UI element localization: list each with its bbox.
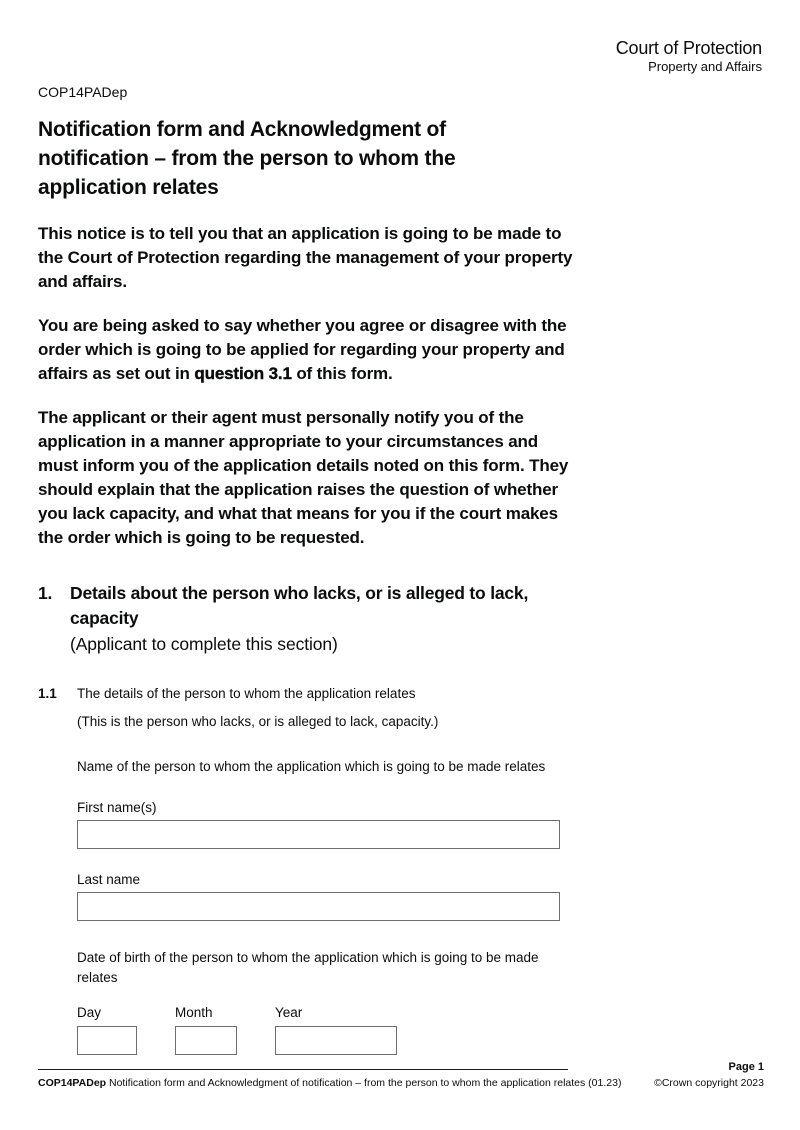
question-1-1-note: (This is the person who lacks, or is alleged to lack, capacity.) (77, 714, 439, 729)
page-footer (38, 1058, 764, 1090)
section-1-number: 1. (38, 583, 53, 603)
dob-intro-label: Date of birth of the person to whom the application which is going to be made relates (77, 950, 539, 985)
property-and-affairs-label: Property and Affairs (648, 59, 762, 74)
section-1-subheading: (Applicant to complete this section) (70, 634, 338, 654)
month-input[interactable] (175, 1026, 237, 1055)
intro-paragraph-2-before: You are being asked to say whether you agree or disagree with the order which is going to be applied for regarding your property and affairs as set out in (38, 316, 567, 383)
question-1-1-text: The details of the person to whom the application relates (77, 686, 416, 701)
first-name-label: First name(s) (77, 800, 157, 815)
question-1-1-block (38, 686, 762, 1055)
year-input[interactable] (275, 1026, 397, 1055)
month-label: Month (175, 1005, 213, 1020)
form-code: COP14PADep (38, 84, 128, 100)
copyright-notice: ©Crown copyright 2023 (654, 1077, 764, 1089)
footer-description-text: Notification form and Acknowledgment of notification – from the person to whom the application relates (01.23) (106, 1077, 622, 1089)
footer-rule (38, 1069, 568, 1070)
intro-section (38, 222, 762, 550)
question-3-1-reference: question 3.1 (194, 364, 292, 383)
year-label: Year (275, 1005, 303, 1020)
intro-paragraph-2 (38, 314, 578, 386)
intro-paragraph-3: The applicant or their agent must personally notify you of the application in a manner appropriate to your circumstances and must inform you of the application details noted on this form. They should explain that the application raises the question of whether you lack capacity, and what that means for you if the court makes the order which is going to be requested. (38, 408, 569, 547)
footer-form-code: COP14PADep (38, 1077, 107, 1089)
footer-description (38, 1077, 621, 1090)
section-1-heading: Details about the person who lacks, or is alleged to lack, capacity (70, 583, 529, 628)
court-of-protection-label: Court of Protection (615, 38, 762, 58)
dob-fields-row (77, 1005, 560, 1055)
day-label: Day (77, 1005, 102, 1020)
first-name-input[interactable] (77, 820, 560, 849)
page-title: Notification form and Acknowledgment of notification – from the person to whom the application relates (38, 118, 456, 199)
day-input[interactable] (77, 1026, 137, 1055)
section-1-heading-row (38, 581, 762, 657)
page-number: Page 1 (728, 1061, 764, 1073)
name-intro-label: Name of the person to whom the application which is going to be made relates (77, 759, 546, 774)
intro-paragraph-2-after: of this form. (291, 364, 393, 383)
intro-paragraph-1: This notice is to tell you that an application is going to be made to the Court of Protection regarding the management of your property and affairs. (38, 224, 573, 291)
header (38, 38, 762, 75)
question-1-1-number: 1.1 (38, 686, 57, 701)
last-name-label: Last name (77, 872, 141, 887)
last-name-input[interactable] (77, 892, 560, 921)
